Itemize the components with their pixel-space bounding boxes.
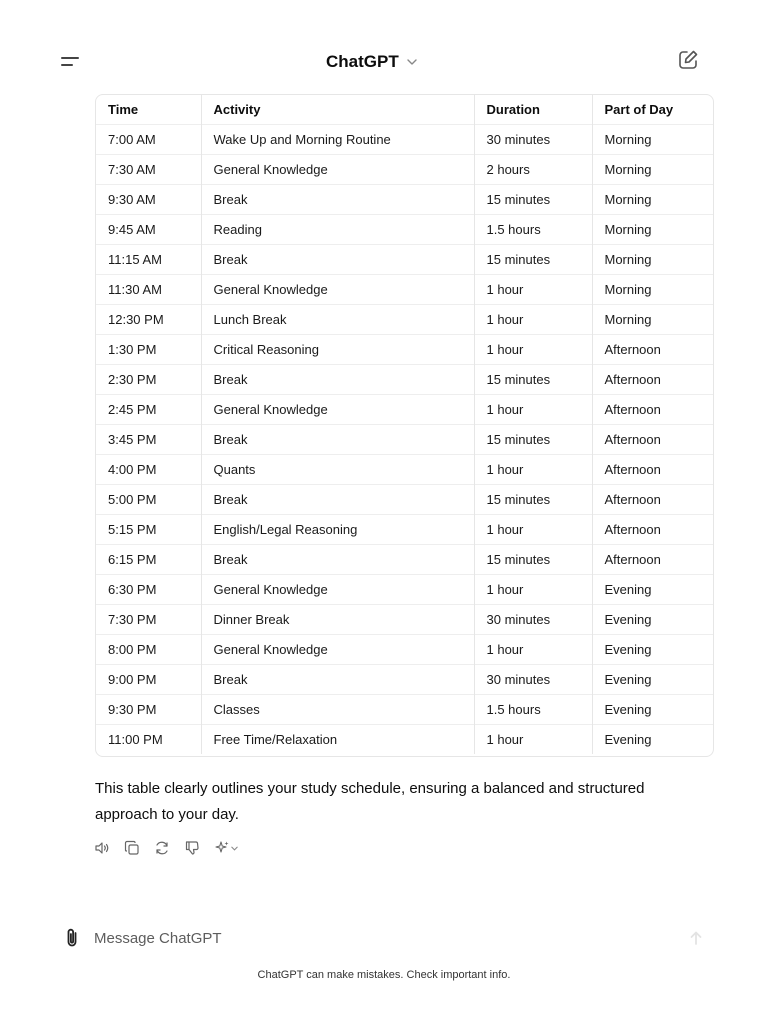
part-of-day-cell: Evening [592, 634, 714, 664]
column-header: Part of Day [592, 95, 714, 124]
activity-cell: General Knowledge [201, 394, 474, 424]
part-of-day-cell: Evening [592, 664, 714, 694]
table-row [96, 574, 714, 604]
activity-cell: Break [201, 424, 474, 454]
duration-cell: 30 minutes [474, 604, 592, 634]
time-cell: 11:15 AM [96, 244, 201, 274]
table-row [96, 604, 714, 634]
time-cell: 9:00 PM [96, 664, 201, 694]
duration-cell: 30 minutes [474, 664, 592, 694]
time-cell: 6:15 PM [96, 544, 201, 574]
message-input[interactable] [94, 924, 654, 952]
table-row [96, 514, 714, 544]
time-cell: 2:45 PM [96, 394, 201, 424]
duration-cell: 1 hour [474, 394, 592, 424]
time-cell: 11:00 PM [96, 724, 201, 754]
table-row [96, 124, 714, 154]
duration-cell: 15 minutes [474, 484, 592, 514]
table-row [96, 694, 714, 724]
activity-cell: Break [201, 484, 474, 514]
column-header: Duration [474, 95, 592, 124]
speaker-icon [94, 840, 110, 856]
duration-cell: 1 hour [474, 514, 592, 544]
time-cell: 9:45 AM [96, 214, 201, 244]
time-cell: 9:30 AM [96, 184, 201, 214]
arrow-up-icon [684, 926, 708, 950]
activity-cell: General Knowledge [201, 154, 474, 184]
duration-cell: 1.5 hours [474, 214, 592, 244]
duration-cell: 15 minutes [474, 244, 592, 274]
menu-line-icon [61, 57, 79, 59]
column-header: Activity [201, 95, 474, 124]
part-of-day-cell: Afternoon [592, 544, 714, 574]
part-of-day-cell: Afternoon [592, 334, 714, 364]
duration-cell: 2 hours [474, 154, 592, 184]
time-cell: 7:30 AM [96, 154, 201, 184]
assistant-message-text: This table clearly outlines your study schedule, ensuring a balanced and structured approach to your day. [95, 780, 645, 823]
activity-cell: Lunch Break [201, 304, 474, 334]
part-of-day-cell: Morning [592, 244, 714, 274]
table-row [96, 394, 714, 424]
time-cell: 2:30 PM [96, 364, 201, 394]
chevron-down-icon [230, 844, 239, 853]
sparkle-icon [214, 840, 230, 856]
table-row [96, 634, 714, 664]
time-cell: 9:30 PM [96, 694, 201, 724]
activity-cell: Break [201, 184, 474, 214]
part-of-day-cell: Evening [592, 694, 714, 724]
activity-cell: English/Legal Reasoning [201, 514, 474, 544]
part-of-day-cell: Afternoon [592, 364, 714, 394]
part-of-day-cell: Morning [592, 214, 714, 244]
part-of-day-cell: Morning [592, 274, 714, 304]
time-cell: 1:30 PM [96, 334, 201, 364]
attach-file-button[interactable] [60, 926, 84, 950]
duration-cell: 1 hour [474, 274, 592, 304]
time-cell: 11:30 AM [96, 274, 201, 304]
copy-button[interactable] [119, 836, 145, 860]
duration-cell: 1 hour [474, 634, 592, 664]
table-body [96, 124, 714, 754]
table-row [96, 154, 714, 184]
copy-icon [124, 840, 140, 856]
time-cell: 8:00 PM [96, 634, 201, 664]
duration-cell: 1 hour [474, 334, 592, 364]
activity-cell: Critical Reasoning [201, 334, 474, 364]
menu-line-icon [61, 64, 73, 66]
read-aloud-button[interactable] [89, 836, 115, 860]
schedule-table-container [95, 94, 714, 757]
app-title: ChatGPT [326, 52, 399, 71]
regenerate-button[interactable] [149, 836, 175, 860]
part-of-day-cell: Evening [592, 574, 714, 604]
column-header: Time [108, 101, 139, 117]
table-row [96, 184, 714, 214]
activity-cell: Free Time/Relaxation [201, 724, 474, 754]
time-cell: 5:15 PM [96, 514, 201, 544]
time-cell: 7:00 AM [96, 124, 201, 154]
compose-icon [672, 44, 704, 76]
activity-cell: Break [201, 544, 474, 574]
message-composer [52, 916, 716, 960]
part-of-day-cell: Afternoon [592, 484, 714, 514]
activity-cell: Wake Up and Morning Routine [201, 124, 474, 154]
activity-cell: Classes [201, 694, 474, 724]
duration-cell: 1 hour [474, 574, 592, 604]
activity-cell: Break [201, 364, 474, 394]
duration-cell: 15 minutes [474, 364, 592, 394]
time-cell: 12:30 PM [96, 304, 201, 334]
sidebar-toggle-button[interactable] [52, 44, 88, 80]
paperclip-icon [60, 926, 84, 950]
duration-cell: 30 minutes [474, 124, 592, 154]
table-row [96, 484, 714, 514]
table-row [96, 334, 714, 364]
regenerate-icon [154, 840, 170, 856]
activity-cell: Dinner Break [201, 604, 474, 634]
part-of-day-cell: Afternoon [592, 394, 714, 424]
table-row [96, 724, 714, 754]
activity-cell: Break [201, 664, 474, 694]
model-selector-button[interactable] [326, 46, 419, 78]
new-chat-button[interactable] [672, 44, 704, 76]
part-of-day-cell: Morning [592, 184, 714, 214]
part-of-day-cell: Morning [592, 124, 714, 154]
duration-cell: 1 hour [474, 724, 592, 754]
table-row [96, 244, 714, 274]
activity-cell: Break [201, 244, 474, 274]
activity-cell: General Knowledge [201, 634, 474, 664]
table-row [96, 424, 714, 454]
duration-cell: 1.5 hours [474, 694, 592, 724]
time-cell: 3:45 PM [96, 424, 201, 454]
part-of-day-cell: Afternoon [592, 424, 714, 454]
thumbs-down-icon [184, 840, 200, 856]
activity-cell: Quants [201, 454, 474, 484]
disclaimer-text: ChatGPT can make mistakes. Check important info. [257, 969, 511, 981]
table-row [96, 214, 714, 244]
part-of-day-cell: Afternoon [592, 454, 714, 484]
duration-cell: 1 hour [474, 304, 592, 334]
table-row [96, 274, 714, 304]
part-of-day-cell: Evening [592, 604, 714, 634]
part-of-day-cell: Afternoon [592, 514, 714, 544]
time-cell: 6:30 PM [96, 574, 201, 604]
table-row [96, 304, 714, 334]
message-actions [89, 836, 243, 860]
duration-cell: 15 minutes [474, 544, 592, 574]
send-button[interactable] [684, 926, 708, 950]
time-cell: 7:30 PM [96, 604, 201, 634]
part-of-day-cell: Morning [592, 154, 714, 184]
change-model-button[interactable] [209, 836, 243, 860]
time-cell: 4:00 PM [96, 454, 201, 484]
table-row [96, 454, 714, 484]
activity-cell: Reading [201, 214, 474, 244]
bad-response-button[interactable] [179, 836, 205, 860]
table-header-row [96, 95, 714, 124]
schedule-table [96, 95, 714, 754]
table-row [96, 544, 714, 574]
duration-cell: 15 minutes [474, 184, 592, 214]
part-of-day-cell: Evening [592, 724, 714, 754]
activity-cell: General Knowledge [201, 574, 474, 604]
time-cell: 5:00 PM [96, 484, 201, 514]
activity-cell: General Knowledge [201, 274, 474, 304]
table-row [96, 664, 714, 694]
chevron-down-icon [405, 55, 419, 69]
duration-cell: 15 minutes [474, 424, 592, 454]
duration-cell: 1 hour [474, 454, 592, 484]
table-row [96, 364, 714, 394]
part-of-day-cell: Morning [592, 304, 714, 334]
